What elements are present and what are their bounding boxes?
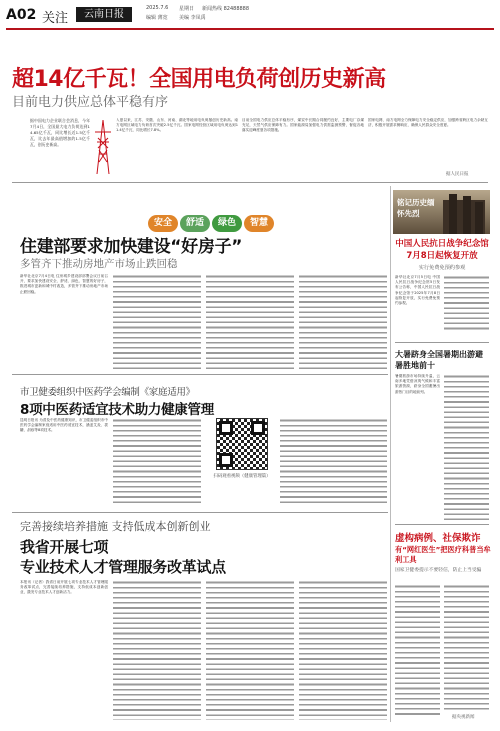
issue-weekday: 星期日 <box>179 6 195 12</box>
pill-comfort: 舒适 <box>180 215 210 232</box>
story1-text-col2: 目前全国电力供应总体平稳有序，煤炭中长期合同履约良好，主要电厂存煤充足，天然气供应保障有力。国家能源局加强电力供需监测预警，督促各地落实迎峰度夏各项措施。 <box>242 118 364 133</box>
memorial-photo <box>393 190 490 234</box>
story3-headline: 中国人民抗日战争纪念馆7月8日起恢复开放 <box>395 239 489 261</box>
pill-green: 绿色 <box>212 215 242 232</box>
story4-text-col1: 暑期旅游市场持续升温，云南多地凭借凉爽气候和丰富旅游资源，跻身全国避暑出游热门目的地前列。 <box>395 374 440 394</box>
story7-byline: 据央视新闻 <box>452 715 475 720</box>
story5-text-col2 <box>113 418 201 506</box>
story7-subheadline: 国家卫健委提示不要轻信，防止上当受骗 <box>395 568 482 573</box>
story3-subheadline: 实行免费免预约参观 <box>418 265 466 271</box>
story7-text-col2 <box>444 584 489 710</box>
story5-kicker: 市卫健委组织中医药学会编制《家庭适用》 <box>20 387 195 398</box>
banner-text: 铭记历史缅怀先烈 <box>397 198 435 218</box>
column-rule <box>390 186 391 722</box>
story7-headline-1: 虚构病例、社保欺诈 <box>395 533 481 544</box>
designer-credit: 美编 李凤禹 <box>179 15 206 21</box>
story1-text-col3: 国家电网、南方电网全力保障电力安全稳定供应，加强跨省跨区电力余缺互济，积极开展需求侧响应，确保人民群众安全度夏。 <box>368 118 488 128</box>
story4-text-col2 <box>444 374 489 520</box>
pill-smart: 智慧 <box>244 215 274 232</box>
story4-headline: 大暑跻身全国暑期出游避暑胜地前十 <box>395 350 483 370</box>
divider-right-2 <box>395 524 489 525</box>
story6-kicker: 完善接续培养措施 支持低成本创新创业 <box>20 520 211 533</box>
story1-text-col1: 入夏以来，江苏、安徽、山东、河南、湖北等地用电负荷屡创历史新高。南方电网区域电力负荷首次突破2.5亿千瓦。国家电网经营区域用电负荷达到11.4亿千瓦，同比增长7.8%。 <box>116 118 238 133</box>
story2-text-col2 <box>113 274 201 370</box>
story1-lead: 据中国电力企业联合会消息，今年7月4日，全国最大电力负荷达到14.65亿千瓦，同比增长近1.5亿千瓦，比去年最高值增加约1.5亿千瓦，创历史新高。 <box>30 118 90 147</box>
story7-headline-2: 有“网红医生”把医疗科普当牟利工具 <box>395 545 491 564</box>
masthead-logo: 云南日报 <box>76 7 132 22</box>
pill-safety: 安全 <box>148 215 178 232</box>
news-hotline: 新闻热线 82488888 <box>202 6 250 12</box>
issue-date: 2025.7.6 <box>146 5 169 11</box>
story6-text-col3 <box>206 580 294 720</box>
story2-text-col4 <box>299 274 387 370</box>
divider-1 <box>12 182 488 183</box>
story3-text-col2 <box>444 275 489 333</box>
story2-subheadline: 多管齐下推动房地产市场止跌回稳 <box>20 258 178 270</box>
story6-headline-1: 我省开展七项 <box>20 538 109 556</box>
story5-text-col3 <box>280 418 387 506</box>
story2-headline: 住建部要求加快建设“好房子” <box>20 237 243 257</box>
qr-code[interactable] <box>216 418 268 470</box>
story2-text-col1: 新华社北京7月4日电 住房城乡建设部部署会议日前召开，要求加快建设安全、舒适、绿色、智慧的好房子，推进城市更新和城中村改造，多管齐下推动房地产市场止跌回稳。 <box>20 274 108 294</box>
page-header <box>6 4 494 26</box>
header-rule <box>6 28 494 30</box>
editor-credit: 编辑 薄宽 <box>146 15 168 21</box>
divider-3 <box>12 512 388 513</box>
power-tower-illustration <box>92 118 114 176</box>
story7-text-col1 <box>395 584 440 718</box>
story1-byline: 据人民日报 <box>446 172 469 177</box>
story6-text-col1: 本报讯（记者）我省日前开展七项专业技术人才管理服务改革试点，完善接续培养措施，支持低成本创新创业，激发专业技术人才创新活力。 <box>20 580 108 595</box>
story5-headline: 8项中医药适宜技术助力健康管理 <box>20 402 214 418</box>
story6-headline-2: 专业技术人才管理服务改革试点 <box>20 558 226 576</box>
divider-2 <box>12 374 388 375</box>
qr-caption: 扫码观看视频（健康管理篇） <box>213 474 271 479</box>
story1-lead-box <box>30 118 90 178</box>
section-name: 关注 <box>42 11 69 26</box>
story1-headline: 超14亿千瓦！全国用电负荷创历史新高 <box>12 67 386 92</box>
divider-right-1 <box>395 342 489 343</box>
story6-text-col2 <box>113 580 201 720</box>
story1-subheadline: 目前电力供应总体平稳有序 <box>12 95 169 110</box>
story2-text-col3 <box>206 274 294 370</box>
story6-text-col4 <box>299 580 387 720</box>
story3-text: 新华社北京7月5日电 中国人民抗日战争纪念馆5日发布公告称，中国人民抗日战争纪念馆于2025年7月8日起恢复开放，实行免费免预约参观。 <box>395 275 440 306</box>
page-number: A02 <box>6 7 37 23</box>
story5-text-col1: 昆明日报讯 为普及中医药健康知识，市卫健委组织市中医药学会编制家庭适用中医药适宜技术，涵盖艾灸、拔罐、刮痧等8项技术。 <box>20 418 108 433</box>
